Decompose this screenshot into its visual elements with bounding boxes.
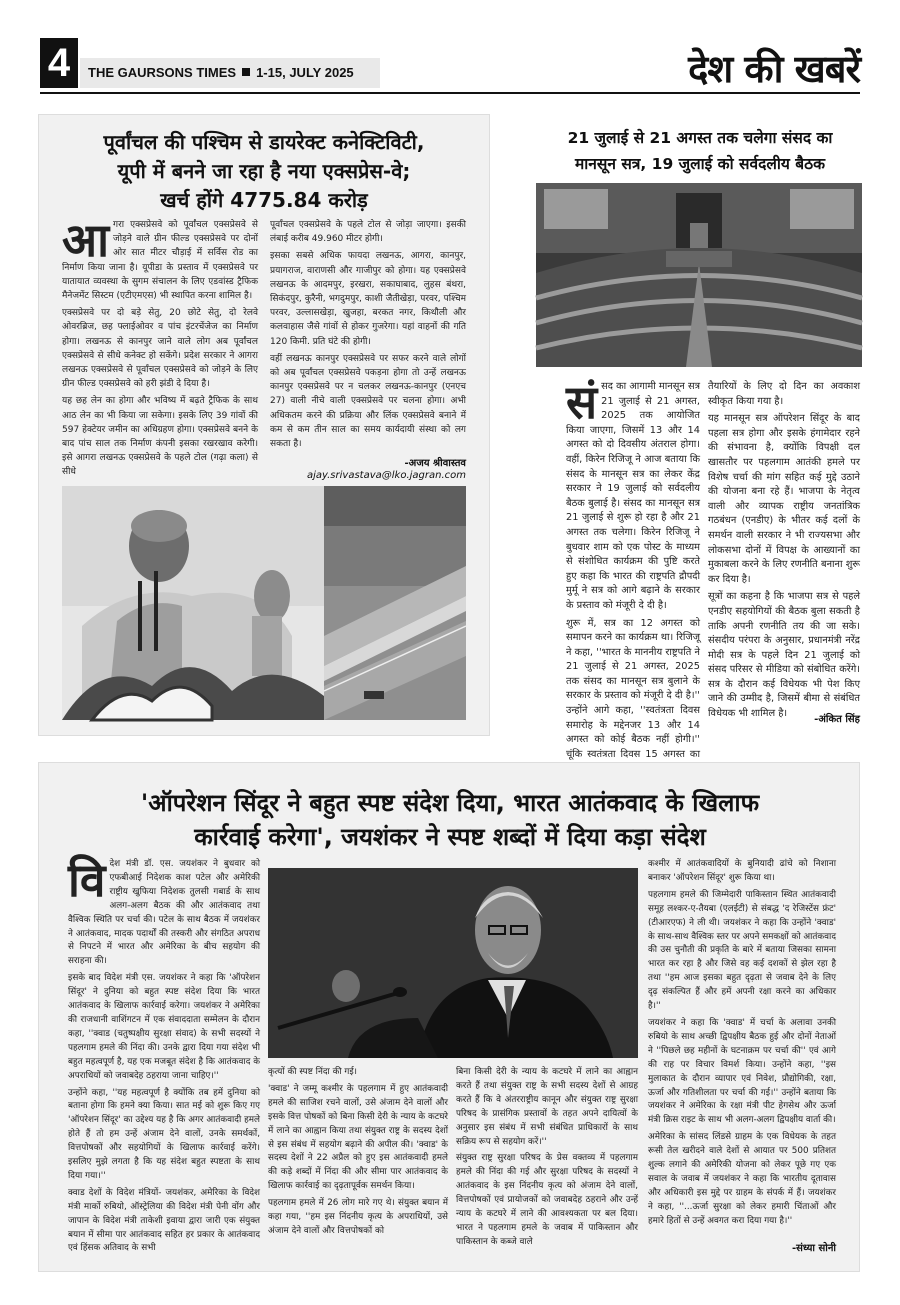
- speaker-photo: [62, 486, 324, 720]
- article-jaishankar-column-3: बिना किसी देरी के न्याय के कटघरे में लाने का आह्वान करते हैं तथा संयुक्त राष्ट्र के सभी सदस्य देशों से आग्रह करते हैं कि वे अंतरराष्ट्रीय कानून और संयुक्त राष्ट्र सुरक्षा परिषद के प्रासंगिक प्रस्तावों के तहत अपने दायित्वों के अनुसार इस संबंध में सभी संबंधित प्राधिकारों के साथ सक्रिय रूप से सहयोग करें।'' संयुक्त राष्ट्र सुरक्षा परिषद के प्रेस वक्तव्य में पहलगाम हमले की निंदा की गई और सुरक्षा परिषद के सदस्यों ने आतंकवाद के इस निंदनीय कृत्य को अंजाम देने वालों, वित्तपोषकों एवं प्रायोजकों को जवाबदेह ठहराने और उन्हें न्याय के कटघरे में लाने की आवश्यकता पर बल दिया। भारत ने पहलगाम हमले के जवाब में पाकिस्तान और पाकिस्तान के कब्जे वाले: [456, 1067, 638, 1247]
- parliament-illustration: [536, 183, 862, 367]
- jaishankar-photo: [268, 868, 638, 1058]
- article-expressway-column-1: आ गरा एक्सप्रेसवे को पूर्वांचल एक्सप्रेसवे से जोड़ने वाले ग्रीन फील्ड एक्सप्रेसवे पर दोनों ओर सात मीटर चौड़ाई में सर्विस रोड का निर्माण किया जाना है। यूपीडा के प्रस्ताव में एक्सप्रेसवे पर यातायात व्यवस्था के सुगम संचालन के लिए एडवांस्ड ट्रैफिक मैनेजमेंट सिस्टम (एटीएमएस) भी स्थापित करना शामिल है। एक्सप्रेसवे पर दो बड़े सेतु, 20 छोटे सेतु, दो रेलवे ओवरब्रिज, छह फ्लाईओवर व पांच इंटरचेंजेज का निर्माण होगा। लखनऊ से कानपुर जाने वाले लोग अब पूर्वांचल एक्सप्रेसवे से सीधे कनेक्ट हो सकेंगे। प्रदेश सरकार ने आगरा लखनऊ एक्सप्रेसवे से पूर्वांचल एक्सप्रेसवे को जोड़ने के लिए ग्रीन फील्ड एक्सप्रेसवे को हरी झंडी दे दिया है। यह छह लेन का होगा और भविष्य में बढ़ते ट्रैफिक के साथ आठ लेन का भी किया जा सकेगा। इसके लिए 39 गांवों की 597 हेक्टेयर जमीन का अधिग्रहण होगा। एक्सप्रेसवे बनने के बाद पांच साल तक निर्माण कंपनी इसका रखरखाव करेगी। इसे आगरा लखनऊ एक्सप्रेसवे के पहले टोल (गढ़ा कला) से सीधे: [62, 213, 258, 478]
- page-number: 4: [40, 38, 78, 88]
- speaker-illustration: [62, 486, 324, 720]
- article-jaishankar-column-2: कृत्यों की स्पष्ट निंदा की गई। 'क्वाड' ने जम्मू कश्मीर के पहलगाम में हुए आतंकवादी हमले की साजिश रचने वालों, उसे अंजाम देने वालों और इसके वित्त पोषकों को बिना किसी देरी के न्याय के कटघरे में लाने का आह्वान किया तथा संयुक्त राष्ट्र के सदस्य देशों से इस संबंध में सहयोग बढ़ाने की अपील की। 'क्वाड' के सदस्य देशों ने 22 अप्रैल को हुए इस आतंकवादी हमले की कड़े शब्दों में निंदा की और सीमा पार आतंकवाद के खिलाफ कार्रवाई का दृढ़तापूर्वक समर्थन किया। पहलगाम हमले में 26 लोग मारे गए थे। संयुक्त बयान में कहा गया, ''हम इस निंदनीय कृत्य के अपराधियों, उसे अंजाम देने वालों और वित्तपोषकों को: [268, 1067, 448, 1236]
- masthead: [88, 65, 354, 80]
- article-expressway-byline: -अजय श्रीवास्तव: [404, 458, 466, 469]
- drop-cap: वि: [68, 853, 106, 907]
- parliament-photo: [536, 183, 862, 367]
- article-parliament-byline: -अंकित सिंह: [814, 714, 860, 725]
- article-jaishankar-byline: -संध्या सोनी: [791, 1243, 836, 1254]
- publication-name: THE GAURSONS TIMES: [88, 65, 237, 80]
- header-divider: [40, 92, 860, 94]
- drop-cap: सं: [566, 375, 598, 429]
- expressway-illustration: [324, 486, 466, 720]
- drop-cap: आ: [62, 213, 110, 267]
- article-expressway-column-2: पूर्वांचल एक्सप्रेसवे के पहले टोल से जोड़ा जाएगा। इसकी लंबाई करीब 49.960 मीटर होगी। इसका सबसे अधिक फायदा लखनऊ, आगरा, कानपुर, प्रयागराज, वाराणसी और गाजीपुर को होगा। यह एक्सप्रेसवे लखनऊ के आदमपुर, इरखरा, सकाघाबाद, लुहस बंथरा, सिकंदपुर, कुरैनी, भगदुमपुर, काशी जैतीखेड़ा, परवर, पश्चिम परवर, उल्लासखेड़ा, खुजहा, बरकत नगर, किथौली और कलवाहास जैसे गांवों से होकर गुजरेगा। यहां वाहनों की गति 120 किमी. प्रति घंटे की होगी। वहीं लखनऊ कानपुर एक्सप्रेसवे पर सफर करने वाले लोगों को अब पूर्वांचल एक्सप्रेसवे पकड़ना होगा तो उन्हें लखनऊ कानपुर एक्सप्रेसवे पर न चलकर लखनऊ-कानपुर (एनएच 27) वाली नीचे वाली एक्सप्रेसवे पर चलना होगा। अभी अधिकतम करने की प्रक्रिया और लिंक एक्सप्रेसवे बनाने में कम से कम तीन साल का समय कार्यदायी संस्था को लग सकता है।: [270, 220, 466, 450]
- square-bullet-icon: [242, 68, 250, 76]
- article-parliament-column-2: तैयारियों के लिए दो दिन का अवकाश स्वीकृत किया गया है। यह मानसून सत्र ऑपरेशन सिंदूर के बाद पहला सत्र होगा और इसके हंगामेदार रहने की संभावना है, क्योंकि विपक्षी दल खासतौर पर पहलगाम आतंकी हमले पर विशेष चर्चा की मांग सहित कई मुद्दे उठाने की योजना बना रहे हैं। भाजपा के नेतृत्व वाली और व्यापक राष्ट्रीय जनतांत्रिक गठबंधन (एनडीए) के भीतर कई दलों के समर्थन वाली सरकार ने भी राज्यसभा और लोकसभा दोनों में विपक्ष के आख्यानों का मुकाबला करने के लिए रणनीति बनाना शुरू कर दिया है। सूत्रों का कहना है कि भाजपा सत्र से पहले एनडीए सहयोगियों की बैठक बुला सकती है ताकि अपनी रणनीति तय की जा सके। संसदीय परंपरा के अनुसार, प्रधानमंत्री नरेंद्र मोदी सत्र के पहले दिन 21 जुलाई को संसद परिसर से मीडिया को संबोधित करेंगे। सत्र के दौरान कई विधेयक भी पेश किए जाने की उम्मीद है, जिसमें बीमा से संबंधित विधेयक भी शामिल है।: [708, 381, 860, 720]
- section-title: देश की खबरें: [688, 47, 860, 91]
- jaishankar-illustration: [268, 868, 638, 1058]
- expressway-aerial-photo: [324, 486, 466, 720]
- article-expressway-email: ajay.srivastava@lko.jagran.com: [306, 470, 466, 481]
- issue-date: 1-15, JULY 2025: [256, 65, 354, 80]
- article-jaishankar-column-1: वि देश मंत्री डॉ. एस. जयशंकर ने बुधवार को एफबीआई निदेशक काश पटेल और अमेरिकी राष्ट्रीय खुफिया निदेशक तुलसी गबार्ड के साथ अलग-अलग बैठक की और आतंकवाद तथा वैश्विक स्थिति पर चर्चा की। पटेल के साथ बैठक में जयशंकर ने आतंकवाद, मादक पदार्थों की तस्करी और संगठित अपराध से निपटने में भारत और अमेरिका के बीच सहयोग की सराहना की। इसके बाद विदेश मंत्री एस. जयशंकर ने कहा कि 'ऑपरेशन सिंदूर' ने दुनिया को बहुत स्पष्ट संदेश दिया कि भारत आतंकवाद के खिलाफ कार्रवाई करेगा। जयशंकर ने अमेरिका की राजधानी वाशिंगटन में एक संवाददाता सम्मेलन के दौरान कहा, ''क्वाड (चतुष्पक्षीय सुरक्षा संवाद) के सभी सदस्यों ने पहलगाम हमले की निंदा की। उनके द्वारा दिया गया संदेश भी बहुत महत्वपूर्ण है, यह एक मजबूत संदेश है कि आतंकवाद के अपराधियों को जवाबदेह ठहराया जाना चाहिए।'' उन्होंने कहा, ''यह महत्वपूर्ण है क्योंकि तब हमें दुनिया को बताना होगा कि हमने क्या किया। सात मई को शुरू किए गए 'ऑपरेशन सिंदूर' का उद्देश्य यह है कि अगर आतंकवादी हमले होते हैं तो हम उन्हें अंजाम देने वालों, उनके समर्थकों, वित्तपोषकों और सहयोगियों के खिलाफ कार्रवाई करेंगे। इसलिए मुझे लगता है कि यह संदेश बहुत स्पष्टता के साथ दिया गया।'' क्वाड देशों के विदेश मंत्रियों- जयशंकर, अमेरिका के विदेश मंत्री मार्को रुबियो, ऑस्ट्रेलिया की विदेश मंत्री पेनी वोंग और जापान के विदेश मंत्री ताकेशी इवाया द्वारा जारी एक संयुक्त बयान में सीमा पार आतंकवाद सहित हर प्रकार के आतंकवाद एवं हिंसक अतिवाद के सभी: [68, 853, 260, 1254]
- article-parliament-headline: 21 जुलाई से 21 अगस्त तक चलेगा संसद का मानसून सत्र, 19 जुलाई को सर्वदलीय बैठक: [567, 129, 833, 173]
- article-jaishankar-headline: 'ऑपरेशन सिंदूर ने बहुत स्पष्ट संदेश दिया, भारत आतंकवाद के खिलाफ कार्रवाई करेगा', जयशंकर ने स्पष्ट शब्दों में दिया कड़ा संदेश: [140, 789, 760, 851]
- article-expressway-headline: पूर्वांचल की पश्चिम से डायरेक्ट कनेक्टिविटी, यूपी में बनने जा रहा है नया एक्सप्रेस-वे; खर्च होंगे 4775.84 करोड़: [103, 130, 425, 212]
- article-parliament-column-1: सं सद का आगामी मानसून सत्र 21 जुलाई से 21 अगस्त, 2025 तक आयोजित किया जाएगा, जिसमें 13 और 14 अगस्त को दो दिवसीय अंतराल होगा। वहीं, किरेन रिजिजू ने आज बताया कि संसद के मानसून सत्र का लेकर केंद्र सरकार ने 19 जुलाई को सर्वदलीय बैठक बुलाई है। संसद का मानसून सत्र 21 जुलाई से शुरू हो रहा है और 21 अगस्त तक चलेगा। किरेन रिजिजू ने बुधवार शाम को एक पोस्ट के माध्यम से संशोधित कार्यक्रम की पुष्टि करते हुए कहा कि भारत की राष्ट्रपति द्रौपदी मुर्मू ने सत्र को आगे बढ़ाने के सरकार के प्रस्ताव को मंजूरी दे दी है। शुरू में, सत्र का 12 अगस्त को समापन करने का कार्यक्रम था। रिजिजू ने कहा, ''भारत के माननीय राष्ट्रपति ने 21 जुलाई से 21 अगस्त, 2025 तक संसद का मानसून सत्र बुलाने के सरकार के प्रस्ताव को मंजूरी दे दी है।'' उन्होंने आगे कहा, ''स्वतंत्रता दिवस समारोह के मद्देनजर 13 और 14 अगस्त को कोई बैठक नहीं होगी।'' चूंकि स्वतंत्रता दिवस 15 अगस्त का: [566, 375, 700, 760]
- article-jaishankar-column-4: कश्मीर में आतंकवादियों के बुनियादी ढांचे को निशाना बनाकर 'ऑपरेशन सिंदूर' शुरू किया था। पहलगाम हमले की जिम्मेदारी पाकिस्तान स्थित आतंकवादी समूह लश्कर-ए-तैयबा (एलईटी) से संबद्ध 'द रेजिस्टेंस फ्रंट' (टीआरएफ) ने ली थी। जयशंकर ने कहा कि उन्होंने 'क्वाड' के साथ-साथ वैश्विक स्तर पर अपने समकक्षों को आतंकवाद की उस चुनौती की प्रकृति के बारे में बताया जिसका सामना भारत कर रहा है और जिसे वह कई दशकों से झेल रहा है तथा ''हम आज इसका बहुत दृढ़ता से जवाब देने के लिए दृढ़ संकल्पित हैं और हमें अपनी रक्षा करने का अधिकार है।'' जयशंकर ने कहा कि 'क्वाड' में चर्चा के अलावा उनकी रुबियो के साथ अच्छी द्विपक्षीय बैठक हुई और दोनों नेताओं ने ''पिछले छह महीनों के घटनाक्रम पर चर्चा की'' एवं आगे की राह पर विचार विमर्श किया। उन्होंने कहा, ''इस मुलाकात के दौरान व्यापार एवं निवेश, प्रौद्योगिकी, रक्षा, ऊर्जा और गतिशीलता पर चर्चा की गई।'' उन्होंने बताया कि जयशंकर ने अमेरिका के रक्षा मंत्री पीट हेगसेथ और ऊर्जा मंत्री क्रिस राइट के साथ भी अलग-अलग द्विपक्षीय वार्ता की। अमेरिका के सांसद लिंडसे ग्राहम के एक विधेयक के तहत रूसी तेल खरीदने वाले देशों से आयात पर 500 प्रतिशत शुल्क लगाने की अमेरिकी योजना को लेकर पूछे गए एक सवाल के जवाब में जयशंकर ने कहा कि भारतीय दूतावास और अधिकारी इस मुद्दे पर ग्राहम के संपर्क में हैं। जयशंकर ने कहा, ''...ऊर्जा सुरक्षा को लेकर हमारी चिंताओं और हमारे हितों से उन्हें अवगत करा दिया गया है।'': [648, 859, 836, 1226]
